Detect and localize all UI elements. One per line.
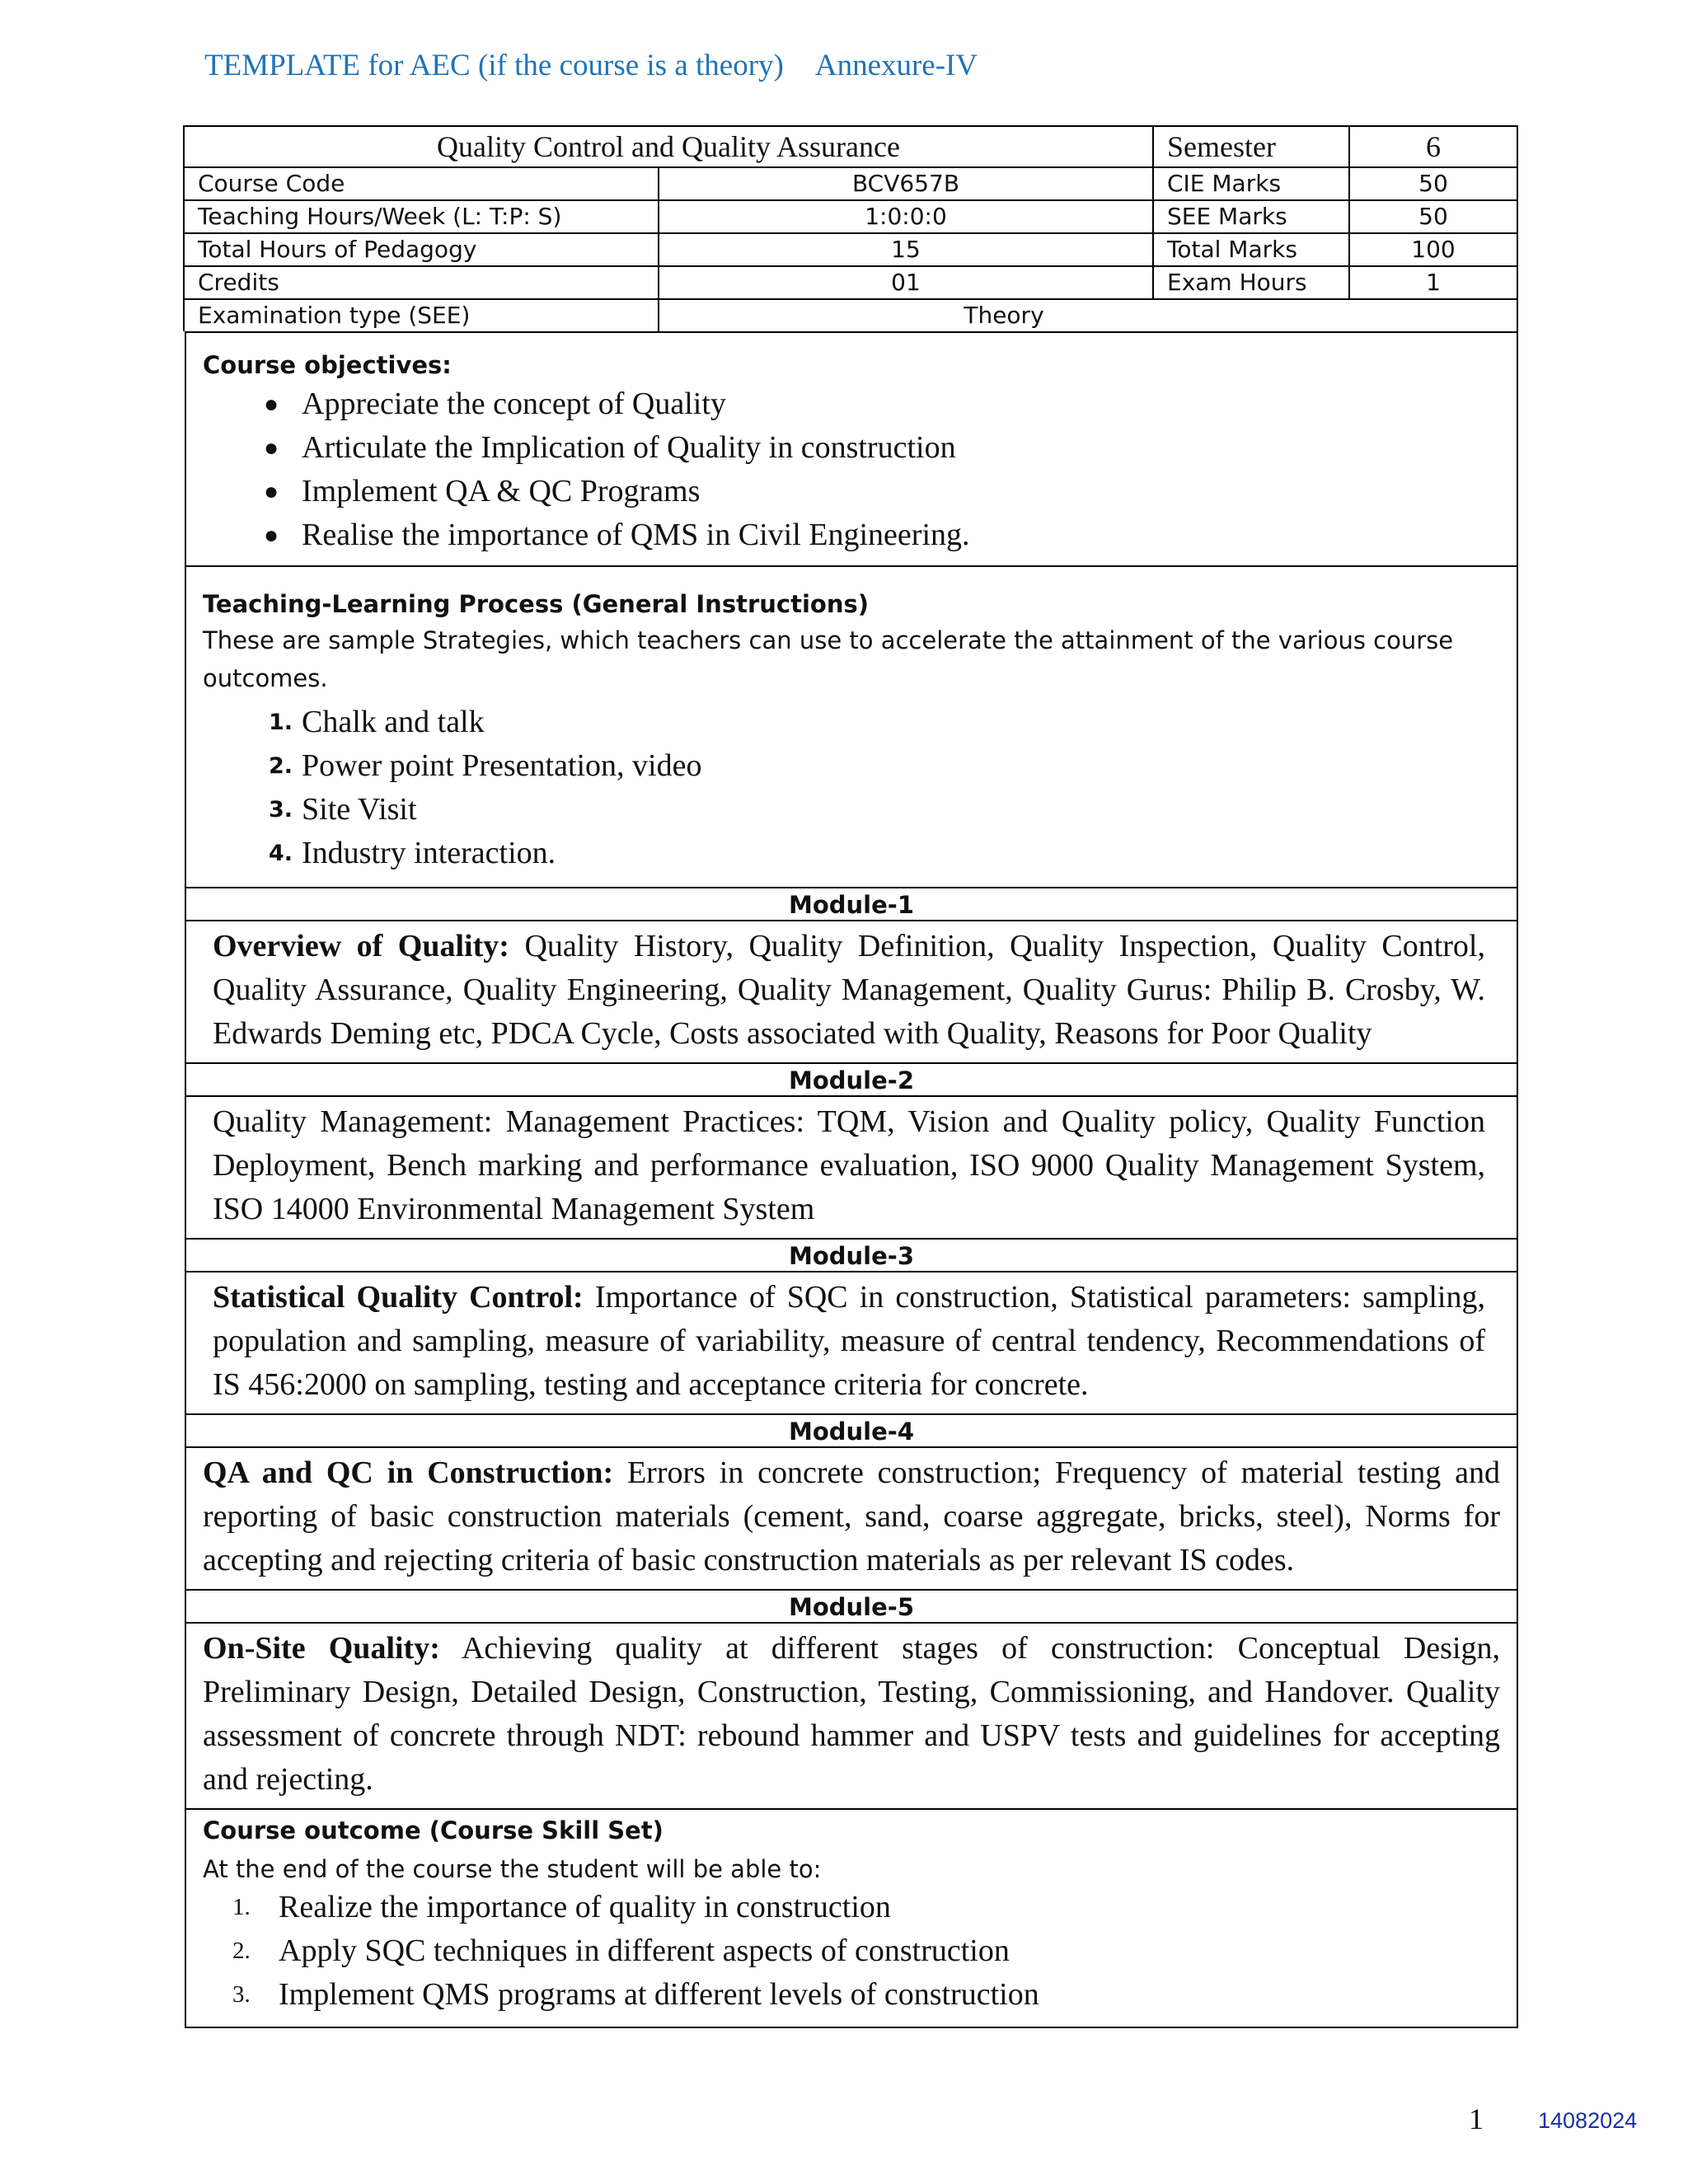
module-text: Quality Management: Management Practices: TQM, Vision and Quality policy, Quality Function Deployment, Bench marking and performance evaluation, ISO 9000 Quality Management System, ISO 14000 Environmental Management System (213, 1104, 1485, 1226)
template-header (204, 48, 978, 83)
tlp-list (203, 701, 1500, 875)
item-text: Implement QMS programs at different levels of construction (279, 1977, 1039, 2012)
info-label-2: CIE Marks (1153, 167, 1349, 200)
exam-type-row (184, 299, 1517, 331)
info-value: BCV657B (659, 167, 1153, 200)
bullet-icon: ● (264, 391, 279, 418)
list-item (203, 382, 1500, 426)
course-outcome-section (186, 1810, 1517, 2027)
outcome-heading: Course outcome (Course Skill Set) (203, 1816, 663, 1844)
item-text: Power point Presentation, video (302, 748, 702, 783)
module-lead: Statistical Quality Control: (213, 1280, 584, 1315)
bullet-icon: ● (264, 478, 279, 505)
module-heading: Module-4 (186, 1415, 1517, 1448)
module-4-section (186, 1415, 1517, 1591)
info-row (184, 233, 1517, 266)
module-body (186, 1624, 1517, 1808)
module-text: Quality History, Quality Definition, Quality Inspection, Quality Control, Quality Assurance, Quality Engineering, Quality Management, Quality Gurus: Philip B. Crosby, W. Edwards Deming etc, PDCA Cycle, Costs associated with Quality, Reasons for Poor Quality (213, 929, 1485, 1051)
module-lead: On-Site Quality: (203, 1631, 440, 1666)
outcome-intro: At the end of the course the student will be able to: (203, 1855, 822, 1883)
item-number: 1. (232, 1894, 251, 1920)
outcome-list (203, 1886, 1500, 2017)
course-info-table (183, 125, 1518, 331)
info-row (184, 266, 1517, 299)
item-text: Site Visit (302, 792, 417, 827)
annexure-label: Annexure-IV (814, 49, 978, 82)
course-objectives-section (186, 333, 1517, 567)
module-3-section (186, 1240, 1517, 1415)
list-item (203, 701, 1500, 744)
item-number: 3. (269, 797, 293, 823)
semester-value: 6 (1349, 126, 1517, 167)
module-heading: Module-2 (186, 1064, 1517, 1097)
module-lead: Overview of Quality: (213, 929, 509, 963)
info-label: Total Hours of Pedagogy (184, 233, 659, 266)
objective-text: Implement QA & QC Programs (302, 474, 701, 509)
syllabus-box (185, 331, 1518, 2028)
module-1-section (186, 888, 1517, 1064)
item-text: Industry interaction. (302, 836, 556, 870)
module-body (186, 1272, 1517, 1413)
item-number: 2. (269, 753, 293, 779)
tlp-description: These are sample Strategies, which teachers can use to accelerate the attainment of the various course outcomes. (203, 626, 1454, 692)
info-label-2: Total Marks (1153, 233, 1349, 266)
module-heading: Module-1 (186, 888, 1517, 921)
info-label: Credits (184, 266, 659, 299)
module-5-section (186, 1591, 1517, 1810)
objective-text: Appreciate the concept of Quality (302, 387, 726, 421)
info-value-2: 50 (1349, 200, 1517, 233)
item-number: 2. (232, 1938, 251, 1964)
info-row (184, 167, 1517, 200)
list-item (203, 426, 1500, 470)
template-title: TEMPLATE for AEC (if the course is a theory) (204, 49, 784, 82)
module-lead: QA and QC in Construction: (203, 1455, 614, 1490)
document-code: 14082024 (1538, 2108, 1638, 2133)
course-title: Quality Control and Quality Assurance (184, 126, 1153, 167)
module-heading: Module-5 (186, 1591, 1517, 1624)
bullet-icon: ● (264, 522, 279, 549)
list-item (203, 744, 1500, 788)
page-number: 1 (1469, 2102, 1484, 2135)
item-number: 4. (269, 841, 293, 866)
list-item (203, 1886, 1500, 1929)
objectives-heading: Course objectives: (203, 351, 452, 379)
module-body (186, 921, 1517, 1062)
list-item (203, 1973, 1500, 2017)
course-title-row (184, 126, 1517, 167)
info-label: Teaching Hours/Week (L: T:P: S) (184, 200, 659, 233)
exam-type-value: Theory (659, 299, 1517, 331)
info-label: Course Code (184, 167, 659, 200)
info-row (184, 200, 1517, 233)
info-value-2: 1 (1349, 266, 1517, 299)
info-label-2: SEE Marks (1153, 200, 1349, 233)
info-label-2: Exam Hours (1153, 266, 1349, 299)
exam-type-label: Examination type (SEE) (184, 299, 659, 331)
module-body (186, 1448, 1517, 1589)
objective-text: Articulate the Implication of Quality in construction (302, 430, 956, 465)
tlp-heading: Teaching-Learning Process (General Instructions) (203, 590, 869, 618)
info-value: 15 (659, 233, 1153, 266)
list-item (203, 1929, 1500, 1973)
info-value-2: 50 (1349, 167, 1517, 200)
teaching-learning-section (186, 567, 1517, 888)
list-item (203, 832, 1500, 875)
objectives-list (203, 382, 1500, 557)
module-heading: Module-3 (186, 1240, 1517, 1272)
list-item (203, 470, 1500, 513)
item-number: 3. (232, 1981, 251, 2008)
module-body (186, 1097, 1517, 1238)
info-value: 01 (659, 266, 1153, 299)
list-item (203, 513, 1500, 557)
module-text: Importance of SQC in construction, Statistical parameters: sampling, population and sampling, measure of variability, measure of central tendency, Recommendations of IS 456:2000 on sampling, testing and acceptance criteria for concrete. (213, 1280, 1485, 1402)
item-text: Realize the importance of quality in construction (279, 1890, 891, 1924)
bullet-icon: ● (264, 434, 279, 462)
module-text: Achieving quality at different stages of construction: Conceptual Design, Preliminary Design, Detailed Design, Construction, Testing, Commissioning, and Handover. Quality assessment of concrete through NDT: rebound hammer and USPV tests and guidelines for accepting and rejecting. (203, 1631, 1500, 1797)
objective-text: Realise the importance of QMS in Civil Engineering. (302, 518, 970, 552)
item-text: Apply SQC techniques in different aspects of construction (279, 1933, 1010, 1968)
item-text: Chalk and talk (302, 705, 485, 739)
info-value-2: 100 (1349, 233, 1517, 266)
module-2-section (186, 1064, 1517, 1240)
list-item (203, 788, 1500, 832)
module-text: Errors in concrete construction; Frequency of material testing and reporting of basic construction materials (cement, sand, coarse aggregate, bricks, steel), Norms for accepting and rejecting criteria of basic construction materials as per relevant IS codes. (203, 1455, 1500, 1577)
item-number: 1. (269, 710, 293, 735)
semester-label: Semester (1153, 126, 1349, 167)
info-value: 1:0:0:0 (659, 200, 1153, 233)
